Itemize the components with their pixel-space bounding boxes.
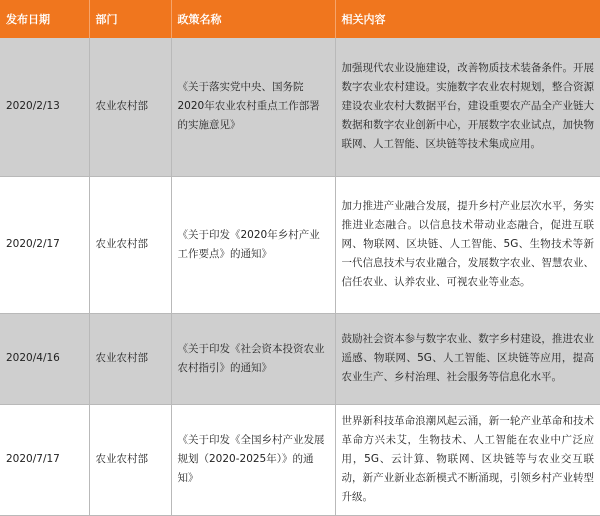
cell-content: 加强现代农业设施建设，改善物质技术装备条件。开展数字农业农村建设。实施数字农业农村规划，整合资源建设农业农村大数据平台，建设重要农产品全产业链大数据和数字农业创新中心，开展数字农业试点，加快物联网、人工智能、区块链等技术集成应用。 (335, 38, 600, 176)
cell-policy-name: 《关于印发《2020年乡村产业工作要点》的通知》 (171, 176, 335, 313)
cell-policy-name: 《关于印发《社会资本投资农业农村指引》的通知》 (171, 313, 335, 404)
cell-content: 鼓励社会资本参与数字农业、数字乡村建设，推进农业遥感、物联网、5G、人工智能、区块链等应用，提高农业生产、乡村治理、社会服务等信息化水平。 (335, 313, 600, 404)
cell-department: 农业农村部 (89, 176, 171, 313)
cell-department: 农业农村部 (89, 404, 171, 515)
table-row (0, 176, 600, 313)
header-policy-name: 政策名称 (171, 0, 335, 38)
header-content: 相关内容 (335, 0, 600, 38)
table-row (0, 38, 600, 176)
cell-date: 2020/4/16 (0, 313, 89, 404)
cell-date: 2020/2/17 (0, 176, 89, 313)
cell-date: 2020/2/13 (0, 38, 89, 176)
header-row (0, 0, 600, 38)
table-row (0, 404, 600, 515)
cell-policy-name: 《关于落实党中央、国务院2020年农业农村重点工作部署的实施意见》 (171, 38, 335, 176)
table-row (0, 313, 600, 404)
cell-content: 世界新科技革命浪潮风起云涌，新一轮产业革命和技术革命方兴未艾，生物技术、人工智能在农业中广泛应用，5G、云计算、物联网、区块链等与农业交互联动，新产业新业态新模式不断涌现，引领乡村产业转型升级。 (335, 404, 600, 515)
cell-content: 加力推进产业融合发展，提升乡村产业层次水平，务实推进业态融合。以信息技术带动业态融合，促进互联网、物联网、区块链、人工智能、5G、生物技术等新一代信息技术与农业融合，发展数字农业、智慧农业、信任农业、认养农业、可视农业等业态。 (335, 176, 600, 313)
cell-policy-name: 《关于印发《全国乡村产业发展规划（2020-2025年）》的通知》 (171, 404, 335, 515)
cell-department: 农业农村部 (89, 38, 171, 176)
header-department: 部门 (89, 0, 171, 38)
header-date: 发布日期 (0, 0, 89, 38)
cell-date: 2020/7/17 (0, 404, 89, 515)
cell-department: 农业农村部 (89, 313, 171, 404)
